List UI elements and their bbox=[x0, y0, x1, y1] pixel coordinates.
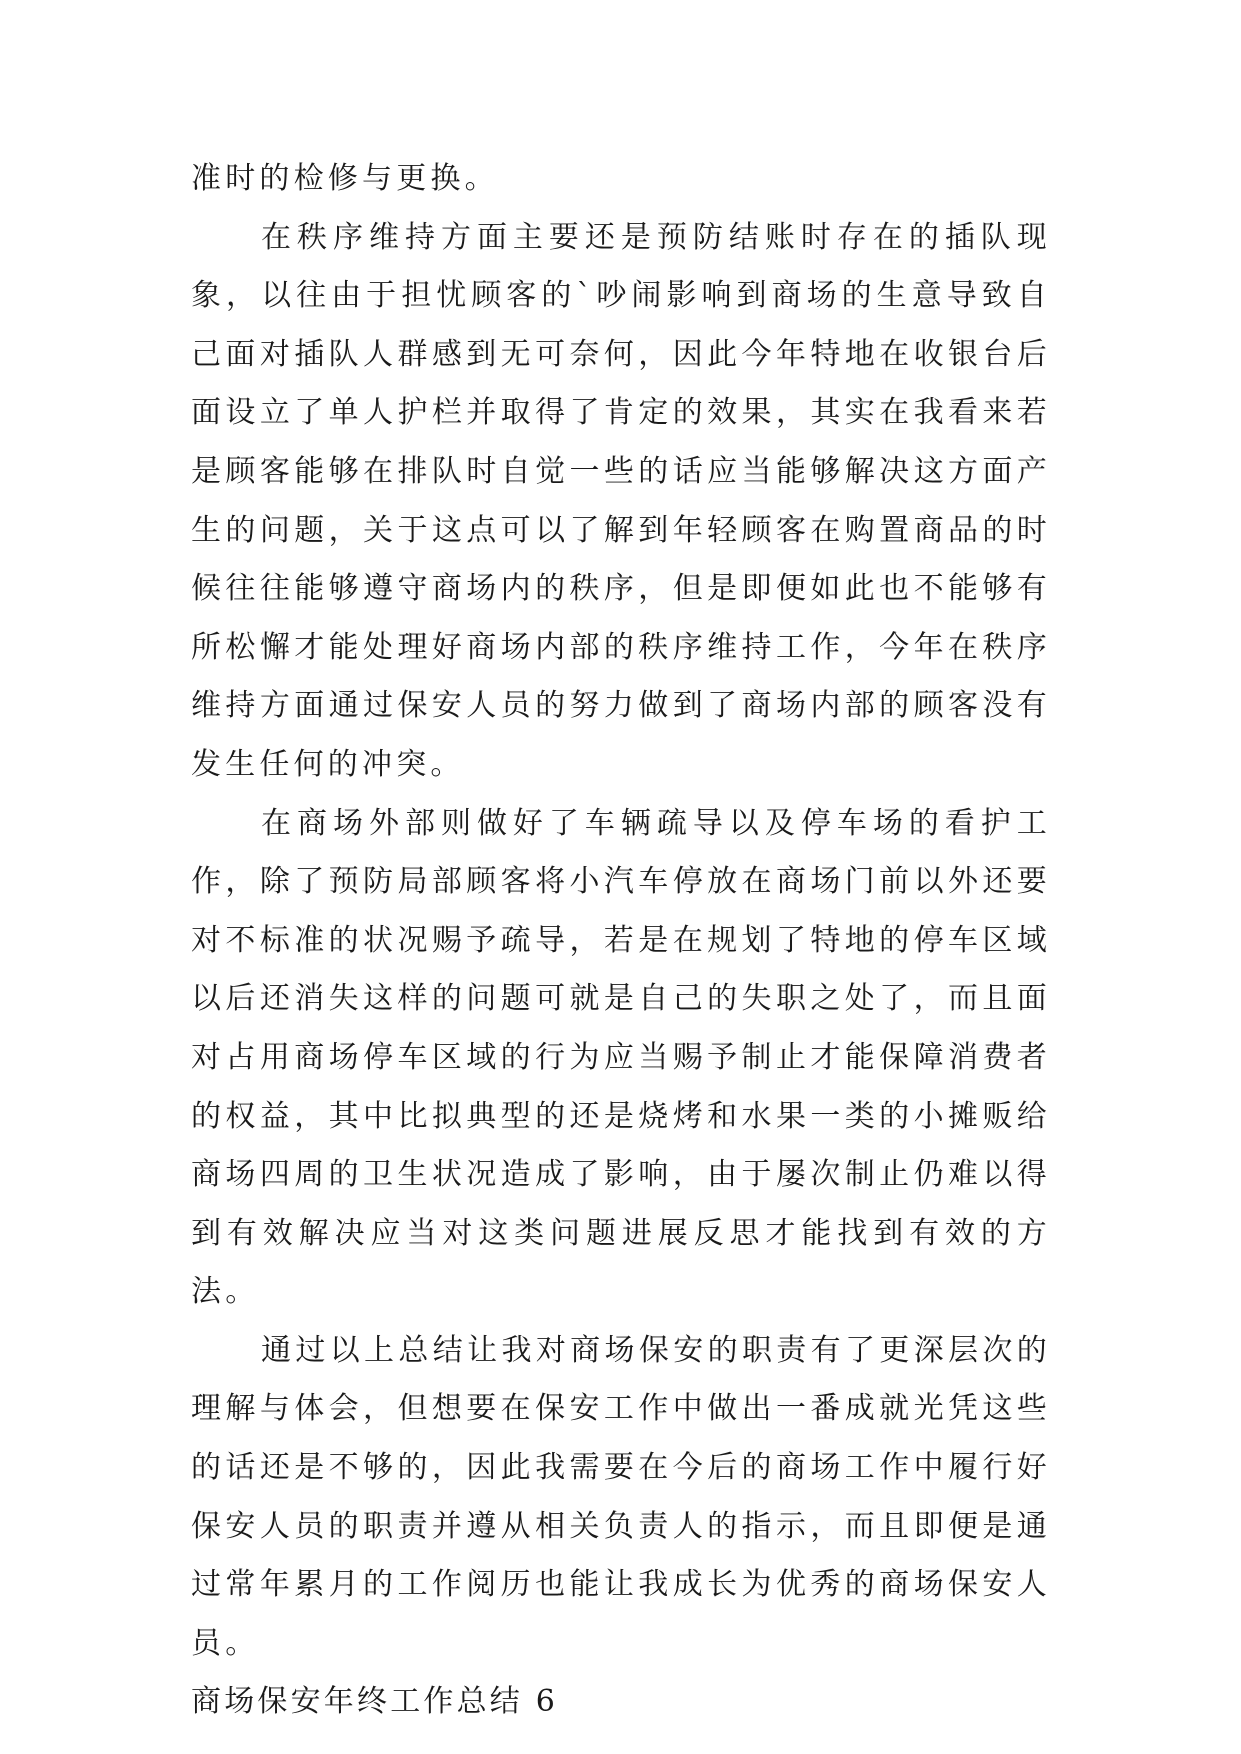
paragraph-summary: 通过以上总结让我对商场保安的职责有了更深层次的理解与体会，但想要在保安工作中做出一番成就光凭这些的话还是不够的，因此我需要在今后的商场工作中履行好保安人员的职责并遵从相关负责人的指示，而且即便是通过常年累月的工作阅历也能让我成长为优秀的商场保安人员。 bbox=[191, 1332, 1051, 1661]
paragraph-parking-guidance: 在商场外部则做好了车辆疏导以及停车场的看护工作，除了预防局部顾客将小汽车停放在商场门前以外还要对不标准的状况赐予疏导，若是在规划了特地的停车区域以后还消失这样的问题可就是自己的失职之处了，而且面对占用商场停车区域的行为应当赐予制止才能保障消费者的权益，其中比拟典型的还是烧烤和水果一类的小摊贩给商场四周的卫生状况造成了影响，由于屡次制止仍难以得到有效解决应当对这类问题进展反思才能找到有效的方法。 bbox=[191, 805, 1051, 1310]
paragraph-continuation: 准时的检修与更换。 bbox=[191, 161, 499, 196]
section-heading: 商场保安年终工作总结 6 bbox=[191, 1684, 559, 1720]
paragraph-order-maintenance: 在秩序维持方面主要还是预防结账时存在的插队现象，以往由于担忧顾客的`吵闹影响到商场的生意导致自己面对插队人群感到无可奈何，因此今年特地在收银台后面设立了单人护栏并取得了肯定的效果，其实在我看来若是顾客能够在排队时自觉一些的话应当能够解决这方面产生的问题，关于这点可以了解到年轻顾客在购置商品的时候往往能够遵守商场内的秩序，但是即便如此也不能够有所松懈才能处理好商场内部的秩序维持工作，今年在秩序维持方面通过保安人员的努力做到了商场内部的顾客没有发生任何的冲突。 bbox=[191, 219, 1051, 782]
document-page bbox=[191, 150, 1051, 1732]
